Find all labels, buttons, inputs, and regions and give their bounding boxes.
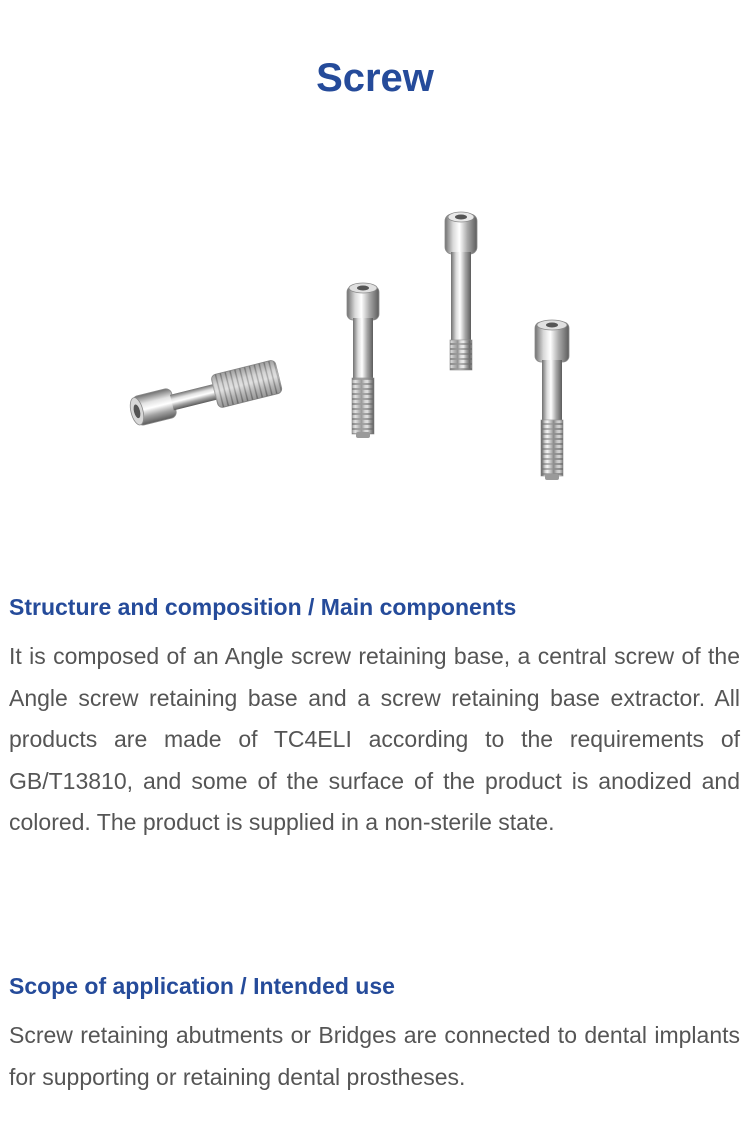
screw-upright-2 (445, 212, 477, 370)
section-structure (9, 592, 740, 844)
section-scope (9, 971, 740, 1098)
screw-lying (127, 359, 283, 429)
screw-product-image (110, 200, 610, 520)
section-heading-scope: Scope of application / Intended use (9, 973, 395, 999)
section-body-structure: It is composed of an Angle screw retaining base, a central screw of the Angle screw retaining base and a screw retaining base extractor. All products are made of TC4ELI according to the requirements of GB/T13810, and some of the surface of the product is anodized and colored. The product is supplied in a non-sterile state. (9, 643, 740, 836)
section-body-scope: Screw retaining abutments or Bridges are connected to dental implants for supporting or retaining dental prostheses. (9, 1022, 740, 1090)
section-heading-structure: Structure and composition / Main components (9, 594, 517, 620)
screw-upright-3 (535, 320, 569, 480)
screw-upright-1 (347, 283, 379, 438)
page-title: Screw (316, 56, 434, 100)
